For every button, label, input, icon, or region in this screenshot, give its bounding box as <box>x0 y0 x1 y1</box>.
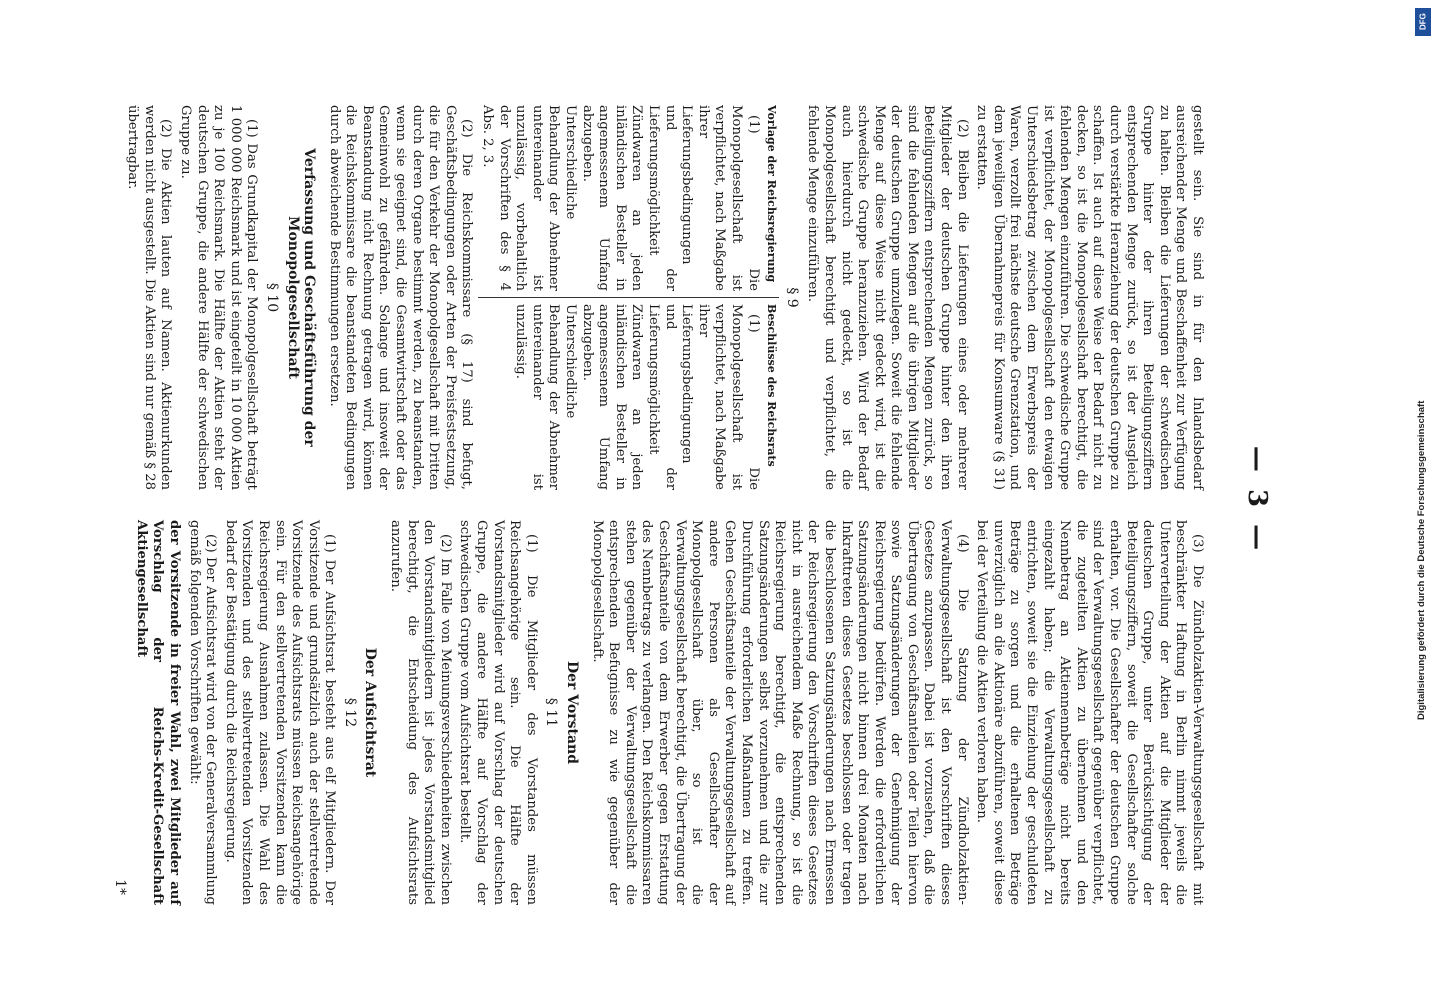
paragraph: gestellt sein. Sie sind in für den Inlandsbedarf ausreichender Menge und Beschaffenheit zur Verfügung zu halten. Bleiben die Lieferungen der schwedischen Gruppe hinter der ihren Beteiligungsziffern entsprechenden Menge zurück, so ist der Ausgleich durch verstärkte Heranziehung der deutschen Gruppe zu schaffen. Ist auch auf diese Weise der Bedarf nicht zu decken, so ist die Monopolgesellschaft berechtigt, die fehlenden Mengen einzuführen. Die schwedische Gruppe ist verpflichtet, der Monopolgesellschaft den etwaigen Unterschiedsbetrag zwischen dem Erwerbspreis der Waren, verzollt frei nächste deutsche Grenzstation, und dem jeweiligen Übernahmepreis für Konsumware (§ 31) zu erstatten. <box>974 105 1205 491</box>
paragraph: (1) Das Grundkapital der Monopolgesellschaft beträgt 1 000 000 Reichsmark und ist eingeteilt in 10 000 Aktien zu je 100 Reichsmark. Die Hälfte der Aktien steht der deutschen Gruppe, die andere Hälfte der schwedischen Gruppe zu. <box>177 105 260 490</box>
paragraph: (2) Die Reichskommissare (§ 17) sind befugt, Geschäftsbedingungen oder Arten der Preisfestsetzung, die für den Verkehr der Monopolgesellschaft mit Dritten durch deren Organe bestimmt werden, zu beanstanden, wenn sie geeignet sind, die Gesamtwirtschaft oder das Gemeinwohl zu gefährden. Solange und insoweit der Beanstandung nicht Rechnung getragen wird, können die Reichskommissare die beanstandeten Bedingungen durch abweichende Bestimmungen ersetzen. <box>326 105 475 490</box>
chapter-heading: Verfassung und Geschäftsführung der Monopolgesellschaft <box>284 148 318 447</box>
paragraph: (1) Der Aufsichtsrat besteht aus elf Mitgliedern. Der Vorsitzende und grundsätzlich auch der stellvertretende Vorsitzende des Aufsichtsrats müssen Reichsangehörige sein. Für den stellvertretenden Vorsitzenden kann die Reichsregierung Ausnahmen zulassen. Die Wahl des Vorsitzenden und des stellvertretenden Vorsitzenden bedarf der Bestätigung durch die Reichsregierung. <box>222 520 338 905</box>
left-column <box>121 105 1205 490</box>
section-number: § 11 <box>543 697 560 728</box>
version-heading: Vorlage der Reichsregierung <box>765 105 779 283</box>
paragraph: (2) Bleiben die Lieferungen eines oder mehrerer Mitglieder der deutschen Gruppe hinter den ihren Beteiligungsziffern entsprechenden Mengen zurück, so sind die fehlenden Mengen auf die übrigen Mitglieder der deutschen Gruppe umzulegen. Soweit die fehlende Menge auf diese Weise nicht gedeckt wird, ist die schwedische Gruppe heranzuziehen. Wird der Bedarf auch hierdurch nicht gedeckt, so ist die Monopolgesellschaft berechtigt und verpflichtet, die fehlende Menge einzuführen. <box>805 105 970 490</box>
dfg-logo: DFG <box>1415 8 1431 36</box>
paragraph: (2) Der Aufsichtsrat wird von der Generalversammlung gemäß folgenden Vorschriften gewählt: <box>186 520 219 905</box>
paragraph: (2) Die Aktien lauten auf Namen. Aktienurkunden werden nicht ausgestellt. Die Aktien sind nur gemäß § 28 übertragbar. <box>125 105 174 490</box>
section-number: § 9 <box>783 287 800 308</box>
paragraph: (1) Die Monopolgesellschaft ist verpflichtet, nach Maßgabe ihrer Lieferungsbedingungen und der Lieferungsmöglichkeit Zündwaren an jeden inländischen Besteller in angemessenem Umfang abzugeben. Unterschiedliche Behandlung der Abnehmer untereinander ist unzulässig. <box>513 304 761 490</box>
dfg-credit-text: Digitalisierung gefördert durch die Deutsche Forschungsgemeinschaft <box>1416 400 1427 720</box>
paragraph: (4) Die Satzung der Zündholzaktien-Verwaltungsgesellschaft ist den Vorschriften dieses Gesetzes anzupassen. Dabei ist vorzusehen, daß die Übertragung von Geschäftsanteilen oder Teilen hiervon sowie Satzungsänderungen der Genehmigung der Reichsregierung bedürfen. Werden die erforderlichen Satzungsänderungen nicht binnen drei Monaten nach Inkrafttreten dieses Gesetzes beschlossen oder tragen die beschlossenen Satzungsänderungen nach Ermessen der Reichsregierung den Vorschriften dieses Gesetzes nicht in ausreichendem Maße Rechnung, so ist die Reichsregierung berechtigt, die entsprechenden Satzungsänderungen selbst vorzunehmen und die zur Durchführung erforderlichen Maßnahmen zu treffen. Gehen Geschäftsanteile der Verwaltungsgesellschaft auf andere Personen als Gesellschafter der Monopolgesellschaft über, so ist die Verwaltungsgesellschaft berechtigt, die Übertragung der Geschäftsanteile von dem Erwerber gegen Erstattung des Nennbetrags zu verlangen. Den Reichskommissaren stehen gegenüber der Verwaltungsgesellschaft die entsprechenden Befugnisse zu wie gegenüber der Monopolgesellschaft. <box>589 520 970 905</box>
version-right <box>478 297 779 490</box>
chapter-heading: Der Aufsichtsrat <box>362 647 379 778</box>
paragraph: der Vorsitzende in freier Wahl, zwei Mitglieder auf Vorschlag der Reichs-Kredit-Gesellschaft Aktiengesellschaft <box>133 520 182 905</box>
section-number: § 12 <box>341 697 358 728</box>
section-number: § 10 <box>263 282 280 313</box>
two-version-block <box>478 105 779 490</box>
paragraph: (2) Im Falle von Meinungsverschiedenheiten zwischen den Vorstandsmitgliedern ist jedes Vorstandsmitglied berechtigt, die Entscheidung des Aufsichtsrats anzurufen. <box>388 520 453 905</box>
paragraph: (1) Die Mitglieder des Vorstandes müssen Reichsangehörige sein. Die Hälfte der Vorstandsmitglieder wird auf Vorschlag der deutschen Gruppe, die andere Hälfte auf Vorschlag der schwedischen Gruppe vom Aufsichtsrat bestellt. <box>457 520 539 905</box>
version-heading: Beschlüsse des Reichsrats <box>765 304 779 467</box>
right-column <box>112 520 1205 905</box>
chapter-heading: Der Vorstand <box>564 661 581 764</box>
paragraph: (3) Die Zündholzaktien-Verwaltungsgesellschaft mit beschränkter Haftung in Berlin nimmt jeweils die Unterverteilung der Aktien auf die Mitglieder der deutschen Gruppe, unter Berücksichtigung der Beteiligungsziffern, soweit die Gesellschafter solche erhalten, vor. Die Gesellschafter der deutschen Gruppe sind der Verwaltungsgesellschaft gegenüber verpflichtet, die zugeteilten Aktien zu übernehmen und den Nennbetrag an Aktiennennbeträge nicht bereits eingezahlt haben; die Verwaltungsgesellschaft zu entrichten, soweit sie die Einziehung der geschuldeten Beträge zu sorgen und die erhaltenen Beträge unverzüglich an die Aktionäre abzuführen, soweit diese bei der Verteilung die Aktien verloren haben. <box>974 520 1205 905</box>
version-left <box>478 105 779 291</box>
page-number-header: — 3 — <box>1242 445 1272 555</box>
dfg-credit-strip <box>1412 0 1434 1000</box>
paragraph: (1) Die Monopolgesellschaft ist verpflichtet, nach Maßgabe ihrer Lieferungsbedingungen und der Lieferungsmöglichkeit Zündwaren an jeden inländischen Besteller in angemessenem Umfang abzugeben. Unterschiedliche Behandlung der Abnehmer untereinander ist unzulässig, vorbehaltlich der Vorschriften des § 4 Abs. 2, 3. <box>480 105 761 291</box>
footnote-mark: 1* <box>112 879 129 895</box>
